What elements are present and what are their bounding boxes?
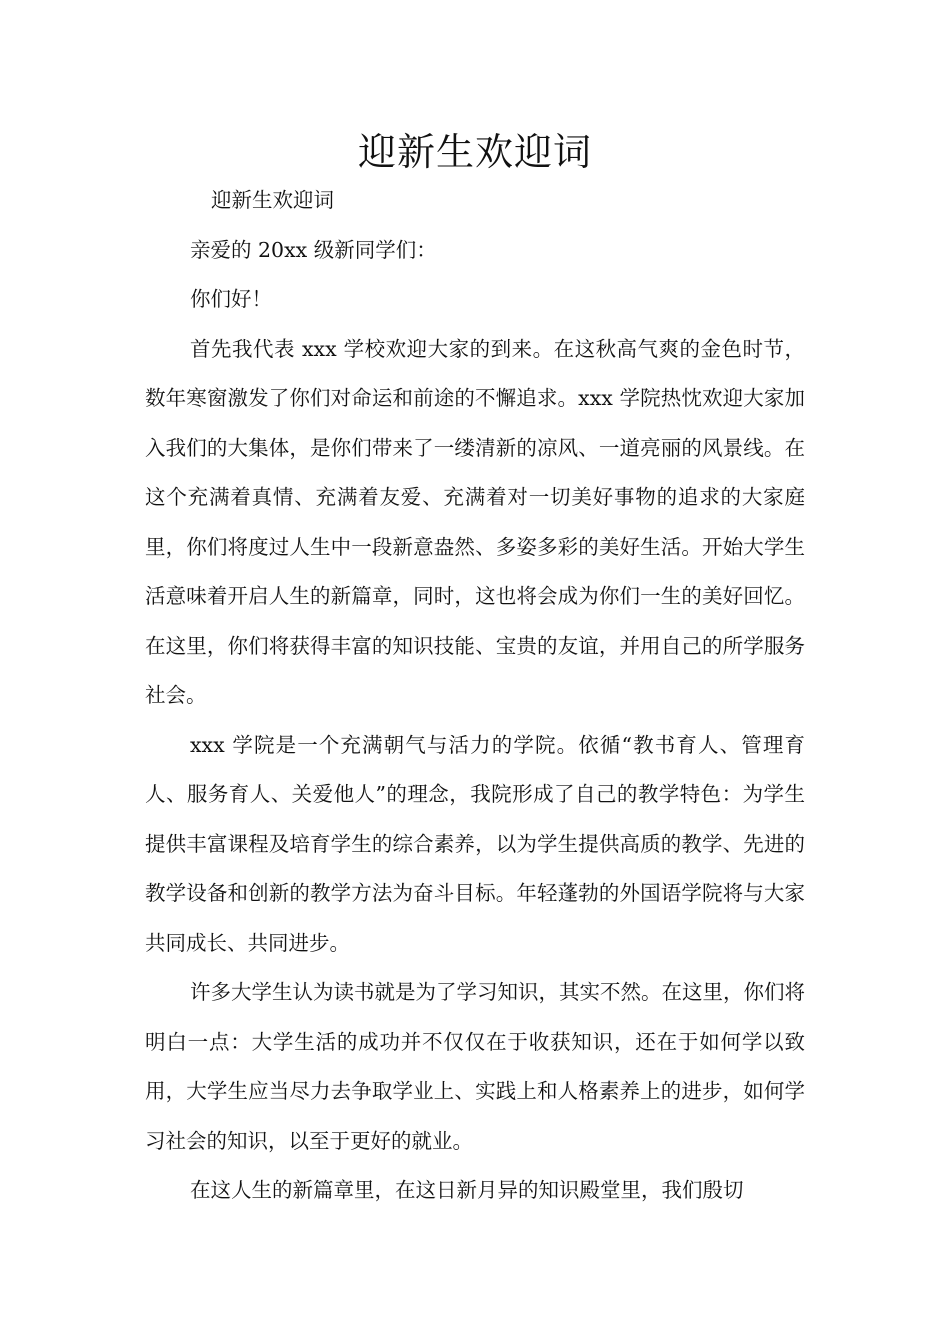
paragraph-study: 许多大学生认为读书就是为了学习知识，其实不然。在这里，你们将明白一点：大学生活的成功并不仅仅在于收获知识，还在于如何学以致用，大学生应当尽力去争取学业上、实践上和人格素养上的进步，如何学习社会的知识，以至于更好的就业。 bbox=[145, 980, 805, 1153]
document-body bbox=[145, 176, 805, 1216]
salutation: 亲爱的 20xx 级新同学们： bbox=[190, 237, 437, 262]
document-title: 迎新生欢迎词 bbox=[357, 130, 592, 174]
paragraph-closing: 在这人生的新篇章里，在这日新月异的知识殿堂里，我们殷切 bbox=[190, 1178, 744, 1202]
document-subtitle: 迎新生欢迎词 bbox=[211, 188, 334, 212]
paragraph-college: xxx 学院是一个充满朝气与活力的学院。依循“教书育人、管理育人、服务育人、关爱他人”的理念，我院形成了自己的教学特色：为学生提供丰富课程及培育学生的综合素养，以为学生提供高质的教学、先进的教学设备和创新的教学方法为奋斗目标。年轻蓬勃的外国语学院将与大家共同成长、共同进步。 bbox=[145, 732, 805, 955]
paragraph-welcome: 首先我代表 xxx 学校欢迎大家的到来。在这秋高气爽的金色时节，数年寒窗激发了你们对命运和前途的不懈追求。xxx 学院热忱欢迎大家加入我们的大集体，是你们带来了一缕清新的凉风、一道亮丽的风景线。在这个充满着真情、充满着友爱、充满着对一切美好事物的追求的大家庭里，你们将度过人生中一段新意盎然、多姿多彩的美好生活。开始大学生活意味着开启人生的新篇章，同时，这也将会成为你们一生的美好回忆。在这里，你们将获得丰富的知识技能、宝贵的友谊，并用自己的所学服务社会。 bbox=[145, 336, 805, 707]
greeting: 你们好！ bbox=[190, 287, 272, 311]
